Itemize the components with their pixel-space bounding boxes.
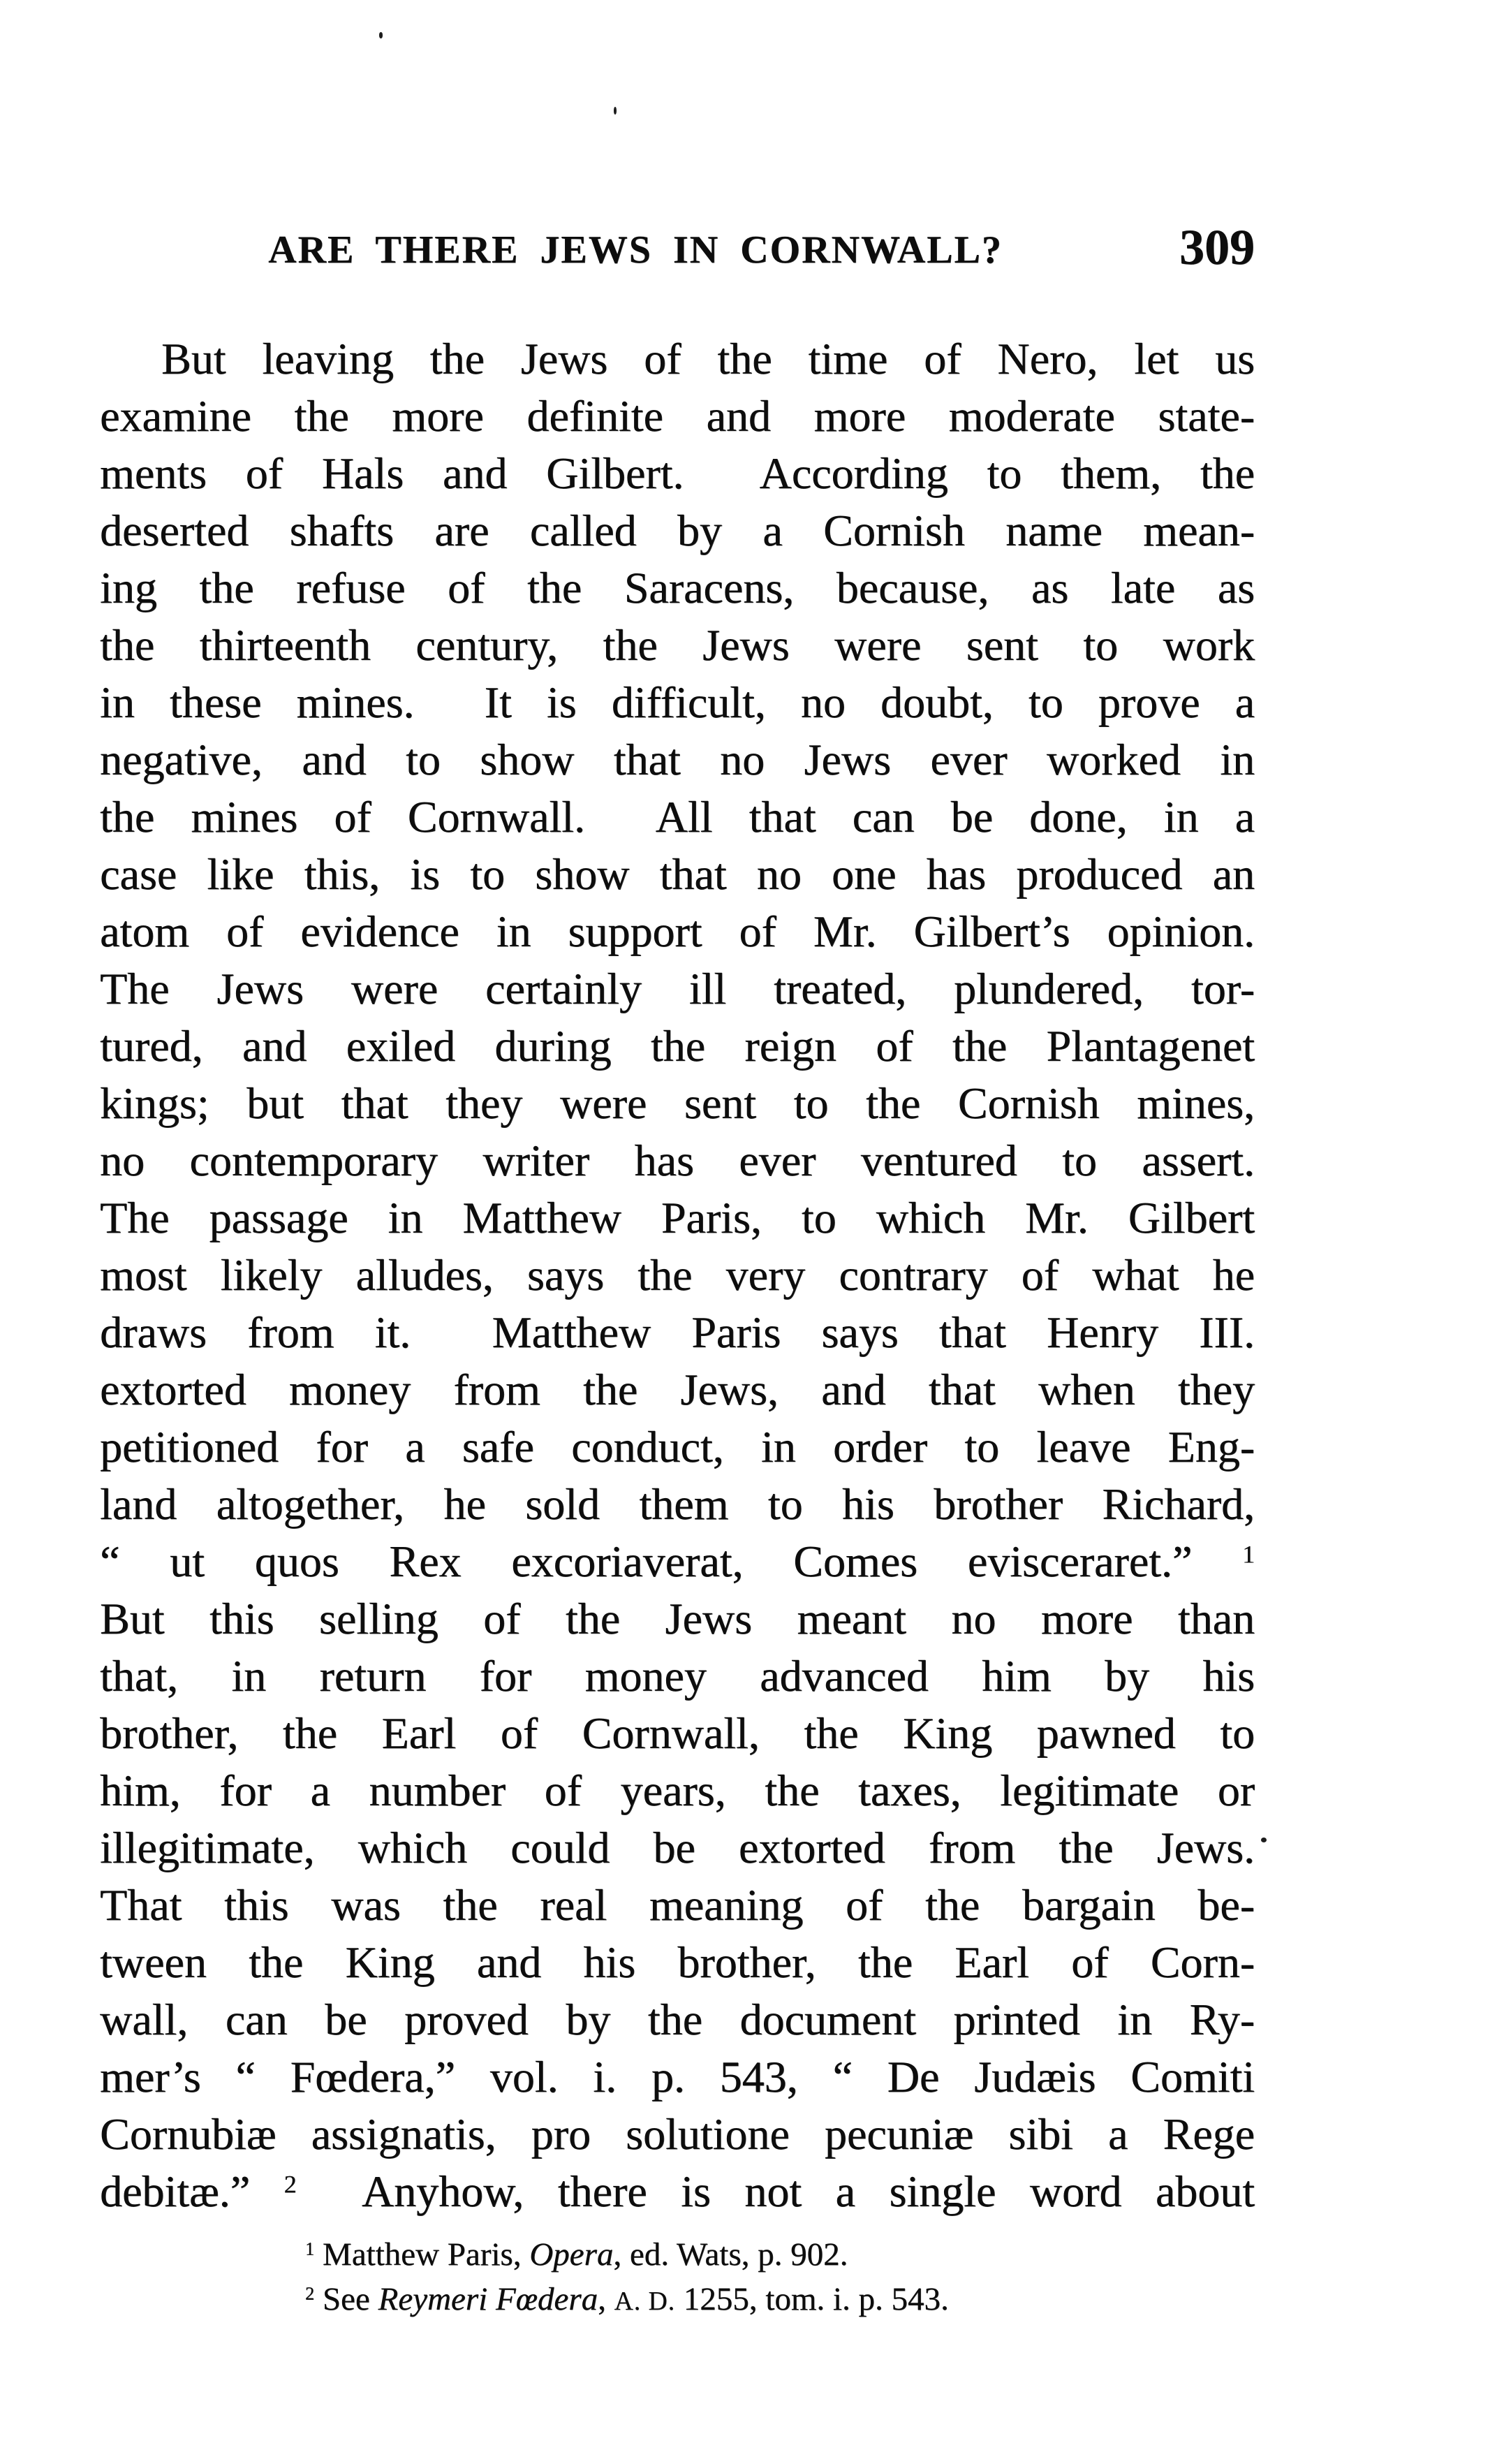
text-line: Cornubiæ assignatis, pro solutione pecuniæ sibi a Rege: [100, 2109, 1255, 2159]
text-line: extorted money from the Jews, and that when they: [100, 1365, 1255, 1414]
footnotes-block: [100, 2232, 1255, 2322]
text-line: that, in return for money advanced him by his: [100, 1651, 1255, 1701]
text-line: But leaving the Jews of the time of Nero, let us: [161, 334, 1255, 383]
text-line: him, for a number of years, the taxes, legitimate or: [100, 1766, 1255, 1815]
text-line: the thirteenth century, the Jews were sent to work: [100, 620, 1255, 670]
text-line: The Jews were certainly ill treated, plundered, tor-: [100, 964, 1255, 1013]
text-line: land altogether, he sold them to his brother Richard,: [100, 1479, 1255, 1529]
text-line: illegitimate, which could be extorted from the Jews.: [100, 1823, 1255, 1872]
text-line: mer’s “ Fœdera,” vol. i. p. 543, “ De Judæis Comiti: [100, 2052, 1255, 2102]
text-line: ments of Hals and Gilbert. According to them, the: [100, 448, 1255, 498]
text-line: ing the refuse of the Saracens, because, as late as: [100, 563, 1255, 613]
text-line: tween the King and his brother, the Earl of Corn-: [100, 1937, 1255, 1987]
text-line: in these mines. It is difficult, no doubt, to prove a: [100, 677, 1255, 727]
text-line: draws from it. Matthew Paris says that Henry III.: [100, 1307, 1255, 1357]
text-line: “ ut quos Rex excoriaverat, Comes evisceraret.” $^1$: [100, 1537, 1255, 1586]
text-line: deserted shafts are called by a Cornish name mean-: [100, 506, 1255, 555]
page-number: 309: [1179, 219, 1255, 275]
text-line: tured, and exiled during the reign of the Plantagenet: [100, 1021, 1255, 1071]
running-header-title: ARE THERE JEWS IN CORNWALL?: [268, 228, 1003, 272]
text-line: the mines of Cornwall. All that can be done, in a: [100, 792, 1255, 842]
text-line: But this selling of the Jews meant no more than: [100, 1594, 1255, 1643]
scan-speck: [379, 32, 383, 38]
text-line: case like this, is to show that no one has produced an: [100, 849, 1255, 899]
text-line: atom of evidence in support of Mr. Gilbert’s opinion.: [100, 907, 1255, 956]
text-line: examine the more definite and more moderate state-: [100, 391, 1255, 441]
scan-speck: [614, 107, 617, 115]
text-line: no contemporary writer has ever ventured to assert.: [100, 1136, 1255, 1185]
text-line: negative, and to show that no Jews ever worked in: [100, 735, 1255, 784]
paragraph-body: [100, 330, 1255, 2220]
text-line: debitæ.” $^2$ Anyhow, there is not a single word about: [100, 2166, 1255, 2216]
footnote-line: $^2$ See Reymeri Fœdera, A. D. 1255, tom. i. p. 543.: [305, 2281, 949, 2317]
text-line: petitioned for a safe conduct, in order to leave Eng-: [100, 1422, 1255, 1472]
text-line: brother, the Earl of Cornwall, the King pawned to: [100, 1708, 1255, 1758]
running-header: [100, 219, 1255, 281]
text-line: kings; but that they were sent to the Cornish mines,: [100, 1078, 1255, 1128]
text-line: wall, can be proved by the document printed in Ry-: [100, 1995, 1255, 2044]
scan-speck: [1261, 1838, 1267, 1842]
text-line: most likely alludes, says the very contrary of what he: [100, 1250, 1255, 1300]
text-line: That this was the real meaning of the bargain be-: [100, 1880, 1255, 1930]
text-line: The passage in Matthew Paris, to which Mr. Gilbert: [100, 1193, 1255, 1242]
footnote-line: $^1$ Matthew Paris, Opera, ed. Wats, p. 902.: [305, 2236, 848, 2273]
